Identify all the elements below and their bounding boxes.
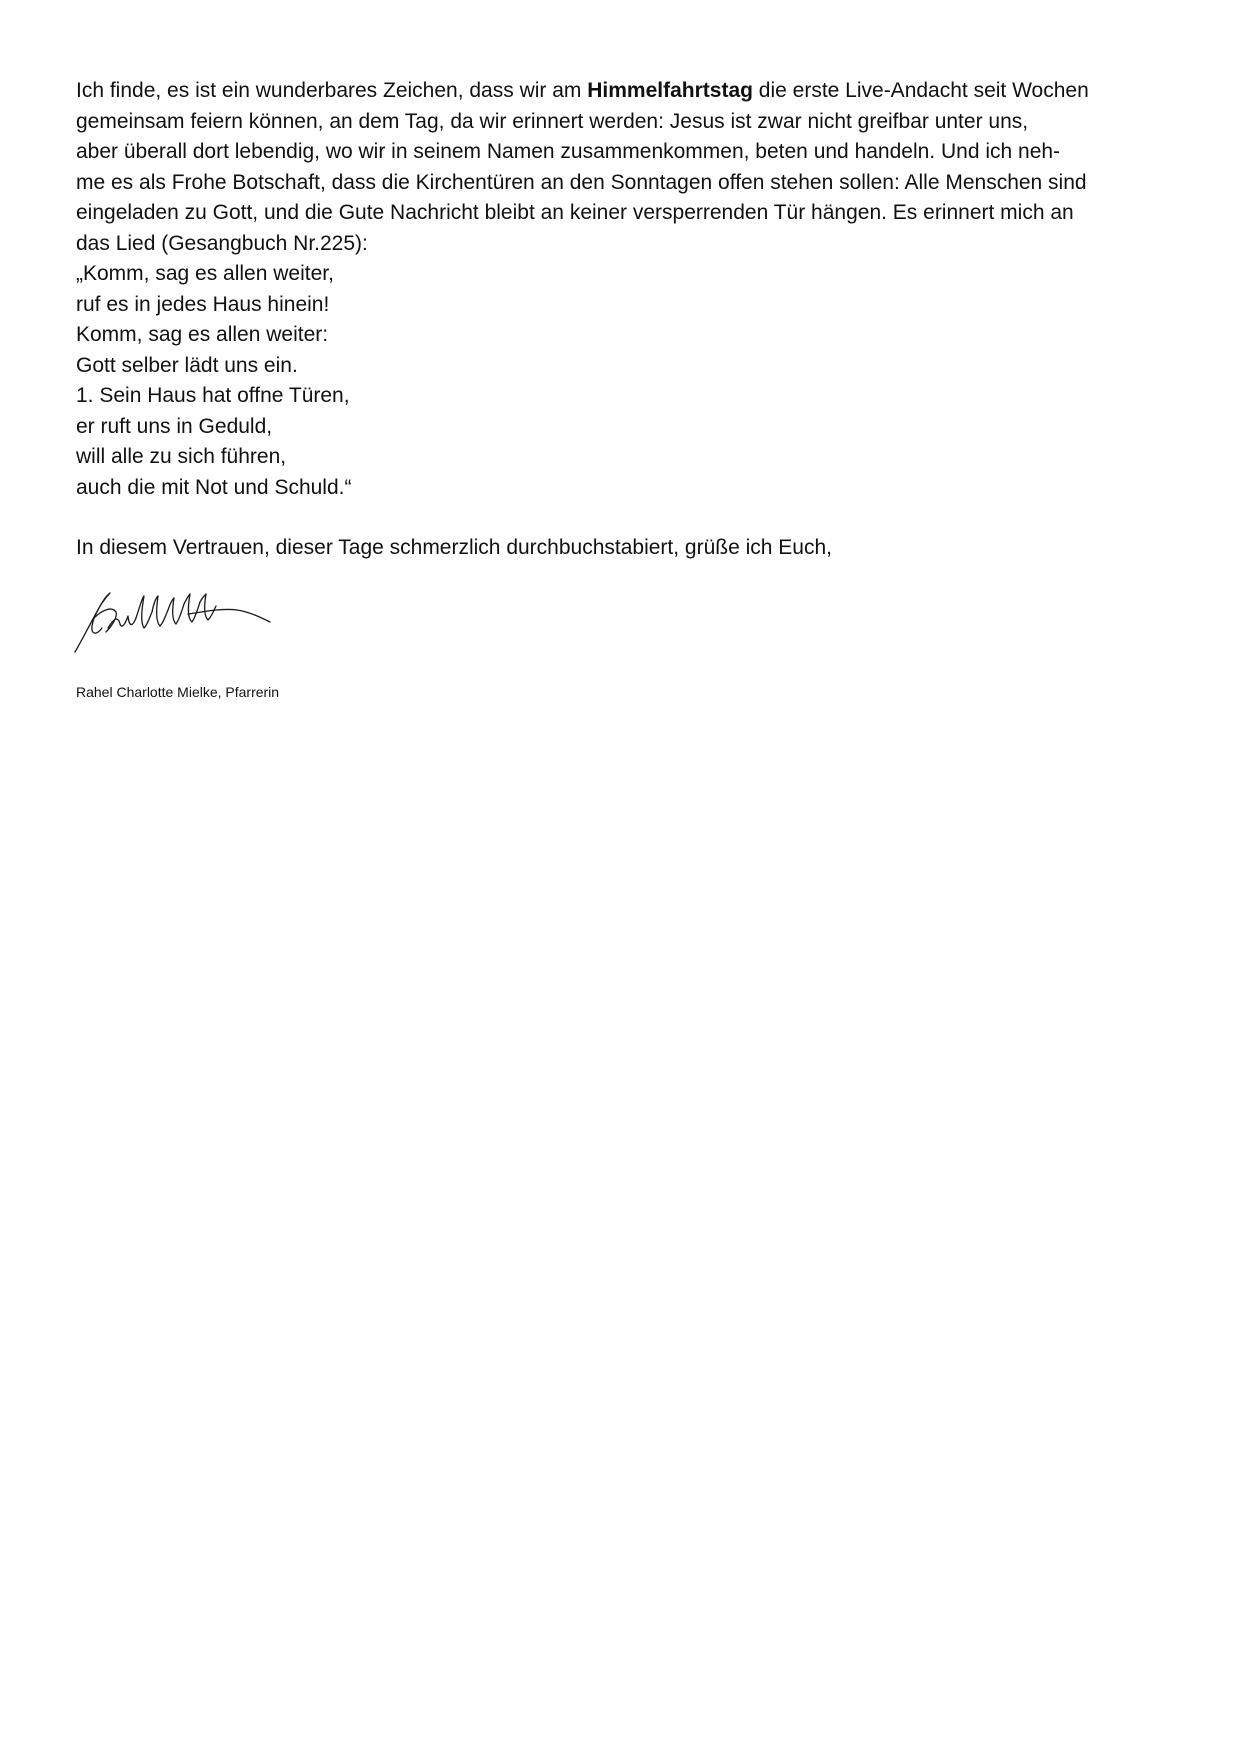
song-line: Komm, sag es allen weiter: — [76, 323, 329, 346]
signature-icon — [72, 588, 272, 660]
song-line: auch die mit Not und Schuld.“ — [76, 475, 352, 499]
paragraph-spacer — [76, 503, 1176, 533]
song-line: will alle zu sich führen, — [76, 445, 287, 468]
paragraph-line: gemeinsam feiern können, an dem Tag, da wir erinnert werden: Jesus ist zwar nicht greifbar unter uns, — [76, 109, 1029, 133]
song-line: Gott selber lädt uns ein. — [76, 353, 298, 377]
song-line: er ruft uns in Geduld, — [76, 414, 273, 438]
paragraph-line: me es als Frohe Botschaft, dass die Kirchentüren an den Sonntagen offen stehen sollen: Alle Menschen sind — [76, 170, 1087, 194]
signer-name: Rahel Charlotte Mielke, Pfarrerin — [76, 684, 280, 700]
text-segment: die erste Live-Andacht seit Wochen — [752, 79, 1089, 102]
paragraph-line: aber überall dort lebendig, wo wir in seinem Namen zusammenkommen, beten und handeln. Und ich neh- — [76, 140, 1061, 163]
letter-body — [76, 76, 1176, 564]
paragraph-line — [76, 76, 1176, 107]
bold-term: Himmelfahrtstag — [587, 79, 753, 102]
paragraph-line: das Lied (Gesangbuch Nr.225): — [76, 231, 368, 255]
song-line: ruf es in jedes Haus hinein! — [76, 292, 330, 316]
song-line: 1. Sein Haus hat offne Türen, — [76, 384, 350, 407]
paragraph-line: eingeladen zu Gott, und die Gute Nachricht bleibt an keiner versperrenden Tür hängen. Es erinnert mich an — [76, 201, 1074, 224]
song-line: „Komm, sag es allen weiter, — [76, 262, 334, 285]
text-segment: Ich finde, es ist ein wunderbares Zeichen, dass wir am — [76, 79, 588, 102]
closing-line: In diesem Vertrauen, dieser Tage schmerzlich durchbuchstabiert, grüße ich Euch, — [76, 536, 832, 559]
